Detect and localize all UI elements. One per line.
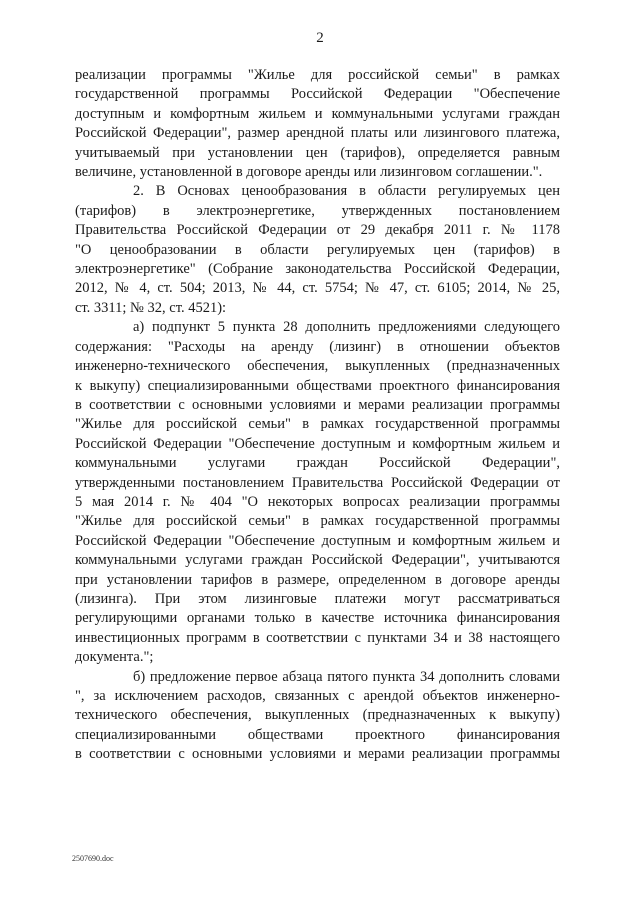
text-line: Российской Федерации "Обеспечение доступным и комфортным жильем и (75, 435, 560, 452)
text-line: доступным и комфортным жильем и коммунальными услугами граждан (75, 105, 560, 122)
text-line: Правительства Российской Федерации от 29 декабря 2011 г. № 1178 (75, 222, 560, 239)
text-line: при установлении тарифов в размере, определенном в договоре аренды (75, 571, 560, 588)
page-number: 2 (316, 30, 324, 46)
text-line: документа."; (75, 649, 154, 666)
text-line: 5 мая 2014 г. № 404 "О некоторых вопросах реализации программы (75, 493, 560, 510)
document-body (75, 66, 560, 765)
text-line: в соответствии с основными условиями и мерами реализации программы (75, 396, 560, 413)
text-line: в соответствии с основными условиями и мерами реализации программы (75, 746, 560, 763)
text-line: 2. В Основах ценообразования в области регулируемых цен (133, 183, 560, 200)
text-line: реализации программы "Жилье для российской семьи" в рамках (75, 67, 560, 83)
text-line: 2012, № 4, ст. 504; 2013, № 44, ст. 5754; № 47, ст. 6105; 2014, № 25, (75, 280, 560, 297)
text-line: "Жилье для российской семьи" в рамках государственной программы (75, 416, 560, 433)
text-line: коммунальными услугами граждан Российской Федерации", (75, 455, 560, 472)
text-line: "О ценообразовании в области регулируемых цен (тарифов) в (75, 241, 560, 258)
text-line: учитываемый при установлении цен (тарифов), определяется равным (75, 144, 560, 161)
text-line: технического обеспечения, выкупленных (предназначенных к выкупу) (75, 707, 560, 724)
text-line: "Жилье для российской семьи" в рамках государственной программы (75, 513, 560, 530)
text-line: коммунальными услугами граждан Российской Федерации", учитываются (75, 552, 560, 569)
text-line: (лизинга). При этом лизинговые платежи могут рассматриваться (75, 590, 560, 607)
text-line: инвестиционных программ в соответствии с пунктами 34 и 38 настоящего (75, 629, 560, 646)
text-line: специализированными обществами проектного финансирования (75, 726, 560, 743)
text-line: а) подпункт 5 пункта 28 дополнить предложениями следующего (133, 319, 560, 336)
text-line: величине, установленной в договоре аренды или лизинговом соглашении.". (75, 164, 543, 181)
text-line: ст. 3311; № 32, ст. 4521): (75, 299, 227, 316)
text-line: содержания: "Расходы на аренду (лизинг) в отношении объектов (75, 338, 560, 355)
file-name-footer: 2507690.doc (72, 854, 114, 863)
text-line: Российской Федерации "Обеспечение доступным и комфортным жильем и (75, 532, 560, 549)
text-line: регулирующими органами только в качестве источника финансирования (75, 610, 560, 627)
text-line: ", за исключением расходов, связанных с арендой объектов инженерно- (75, 688, 560, 704)
text-line: утвержденными постановлением Правительства Российской Федерации от (75, 474, 560, 491)
text-line: (тарифов) в электроэнергетике, утвержденных постановлением (75, 202, 560, 219)
text-line: к выкупу) специализированными обществами проектного финансирования (75, 377, 560, 394)
text-line: государственной программы Российской Федерации "Обеспечение (75, 86, 560, 103)
text-line: электроэнергетике" (Собрание законодательства Российской Федерации, (75, 261, 560, 278)
text-line: инженерно-технического обеспечения, выкупленных (предназначенных (75, 358, 560, 375)
text-line: б) предложение первое абзаца пятого пункта 34 дополнить словами (133, 668, 560, 685)
text-line: Российской Федерации", размер арендной платы или лизингового платежа, (75, 125, 560, 142)
